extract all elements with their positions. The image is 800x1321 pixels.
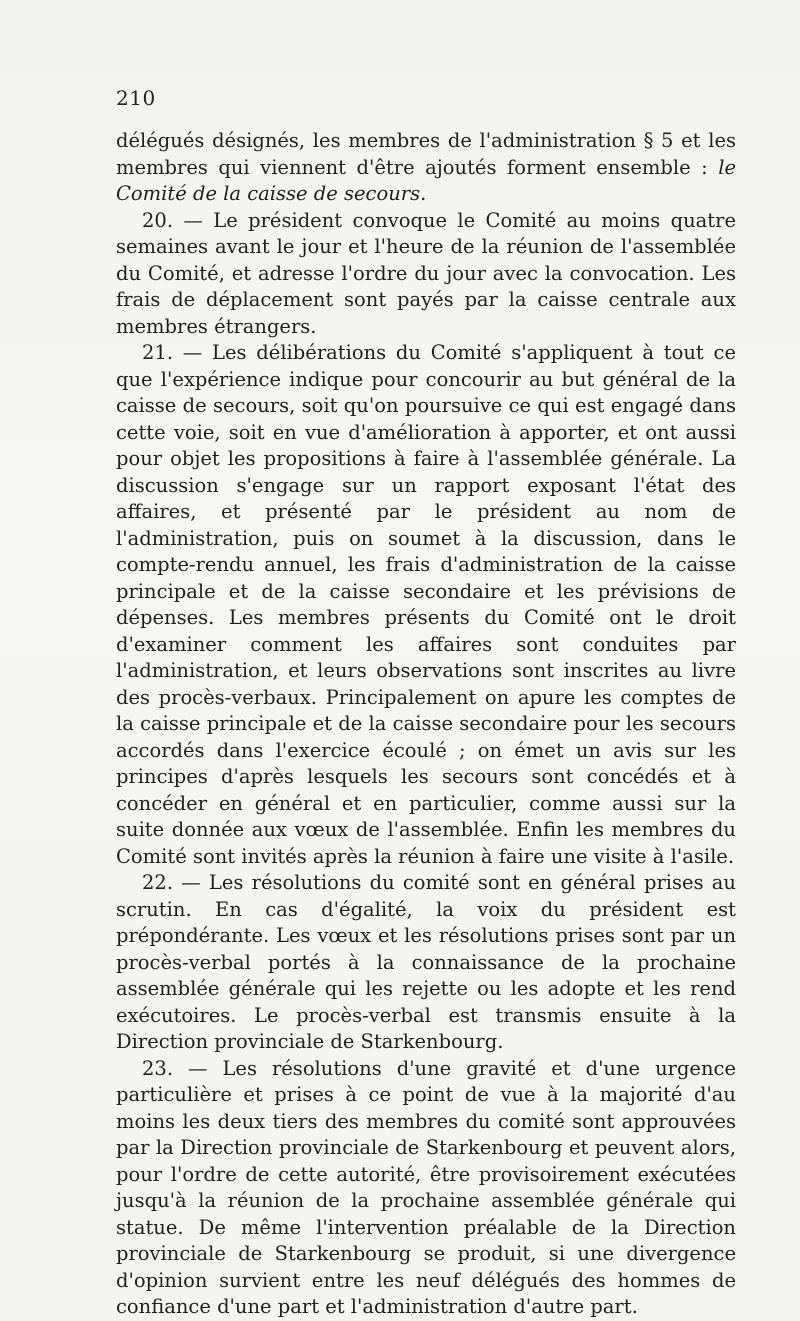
page-number: 210 xyxy=(116,86,156,110)
paragraph-article-22: 22. — Les résolutions du comité sont en général prises au scrutin. En cas d'égalité, la voix du président est prépondérante. Les vœux et les résolutions prises sont par un procès-verbal portés à la connaissance de la prochaine assemblée générale qui les rejette ou les adopte et les rend exécutoires. Le procès-verbal est transmis ensuite à la Direction provinciale de Starkenbourg. xyxy=(116,871,736,1053)
paragraph-intro xyxy=(116,128,736,208)
intro-text: délégués désignés, les membres de l'administration § 5 et les membres qui viennent d'être ajoutés forment ensemble : xyxy=(116,129,736,179)
paragraph-article-21: 21. — Les délibérations du Comité s'appliquent à tout ce que l'expérience indique pour concourir au but général de la caisse de secours, soit qu'on poursuive ce qui est engagé dans cette voie, soit en vue d'amélioration à apporter, et ont aussi pour objet les propositions à faire à l'assemblée générale. La discussion s'engage sur un rapport exposant l'état des affaires, et présenté par le président au nom de l'administration, puis on soumet à la discussion, dans le compte-rendu annuel, les frais d'administration de la caisse principale et de la caisse secondaire et les prévisions de dépenses. Les membres présents du Comité ont le droit d'examiner comment les affaires sont conduites par l'administration, et leurs observations sont inscrites au livre des procès-verbaux. Principalement on apure les comptes de la caisse principale et de la caisse secondaire pour les secours accordés dans l'exercice écoulé ; on émet un avis sur les principes d'après lesquels les secours sont concédés et à concéder en général et en particulier, comme aussi sur la suite donnée aux vœux de l'assemblée. Enfin les membres du Comité sont invités après la réunion à faire une visite à l'asile. xyxy=(116,341,736,868)
paragraph-article-23: 23. — Les résolutions d'une gravité et d'une urgence particulière et prises à ce point de vue à la majorité d'au moins les deux tiers des membres du comité sont approuvées par la Direction provinciale de Starkenbourg et peuvent alors, pour l'ordre de cette autorité, être provisoirement exécutées jusqu'à la réunion de la prochaine assemblée générale qui statue. De même l'intervention préalable de la Direction provinciale de Starkenbourg se produit, si une divergence d'opinion survient entre les neuf délégués des hommes de confiance d'une part et l'administration d'autre part. xyxy=(116,1056,736,1318)
body-text xyxy=(116,128,736,1321)
paragraph-article-20: 20. — Le président convoque le Comité au moins quatre semaines avant le jour et l'heure de la réunion de l'assemblée du Comité, et adresse l'ordre du jour avec la convocation. Les frais de déplacement sont payés par la caisse centrale aux membres étrangers. xyxy=(116,208,736,338)
committee-name: le Comité de la caisse de secours. xyxy=(116,155,736,205)
